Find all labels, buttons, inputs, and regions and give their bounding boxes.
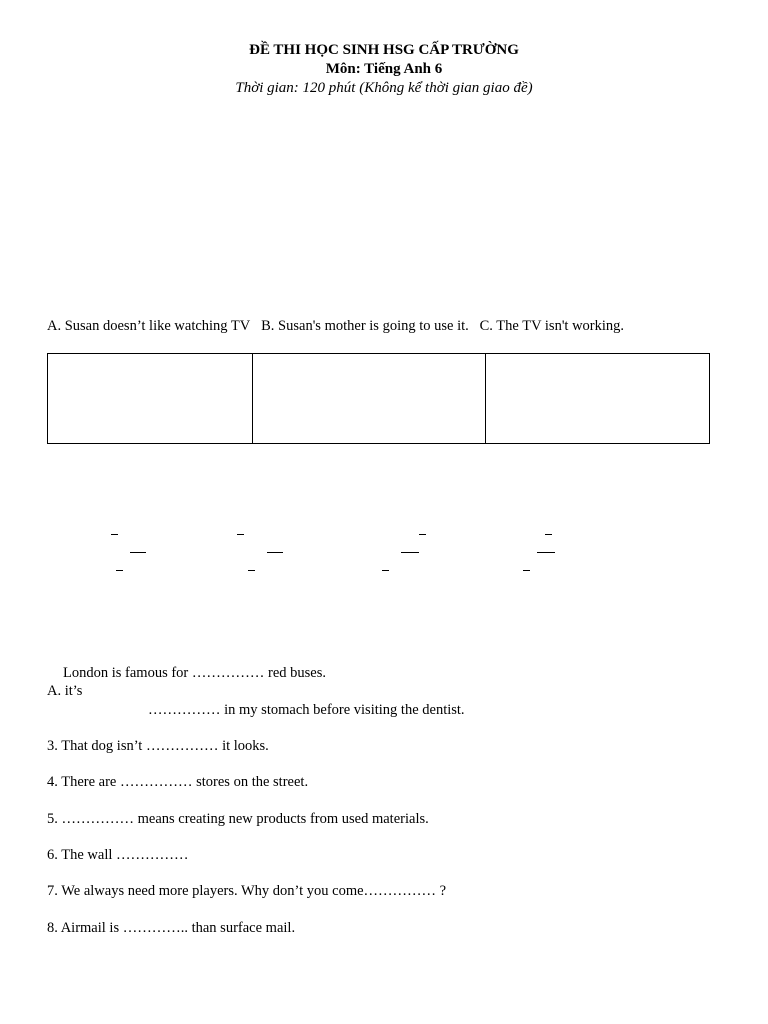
question-5: 5. …………… means creating new products from used materials. (47, 811, 429, 827)
dash-mark (545, 534, 552, 535)
dash-mark (382, 570, 389, 571)
table-row (48, 354, 710, 444)
option-a: A. Susan doesn’t like watching TV (47, 318, 251, 334)
dash-mark (537, 552, 555, 553)
question-8: 8. Airmail is ………….. than surface mail. (47, 920, 296, 936)
question-3: 3. That dog isn’t …………… it looks. (47, 738, 269, 754)
dash-mark (248, 570, 255, 571)
dash-mark (130, 552, 146, 553)
exam-time: Thời gian: 120 phút (Không kể thời gian giao đề) (235, 80, 533, 96)
dash-mark (267, 552, 283, 553)
option-c: C. The TV isn't working. (479, 318, 625, 334)
dash-mark (237, 534, 244, 535)
dash-mark (523, 570, 530, 571)
answer-table (47, 353, 710, 444)
option-b: B. Susan's mother is going to use it. (261, 318, 469, 334)
table-cell (486, 354, 710, 444)
exam-subject: Môn: Tiếng Anh 6 (325, 61, 443, 77)
table-cell (253, 354, 486, 444)
answer-options (47, 318, 624, 335)
question-7: 7. We always need more players. Why don’t you come…………… ? (47, 883, 447, 899)
exam-title: ĐỀ THI HỌC SINH HSG CẤP TRƯỜNG (249, 42, 519, 58)
question-stomach: …………… in my stomach before visiting the dentist. (148, 702, 465, 718)
dash-mark (116, 570, 123, 571)
table-cell (48, 354, 253, 444)
dash-mark (111, 534, 118, 535)
question-4: 4. There are …………… stores on the street. (47, 774, 309, 790)
dash-mark (401, 552, 419, 553)
question-london: London is famous for …………… red buses. (63, 665, 326, 681)
dash-mark (419, 534, 426, 535)
question-option-a: A. it’s (47, 683, 83, 699)
question-6: 6. The wall …………… (47, 847, 189, 863)
